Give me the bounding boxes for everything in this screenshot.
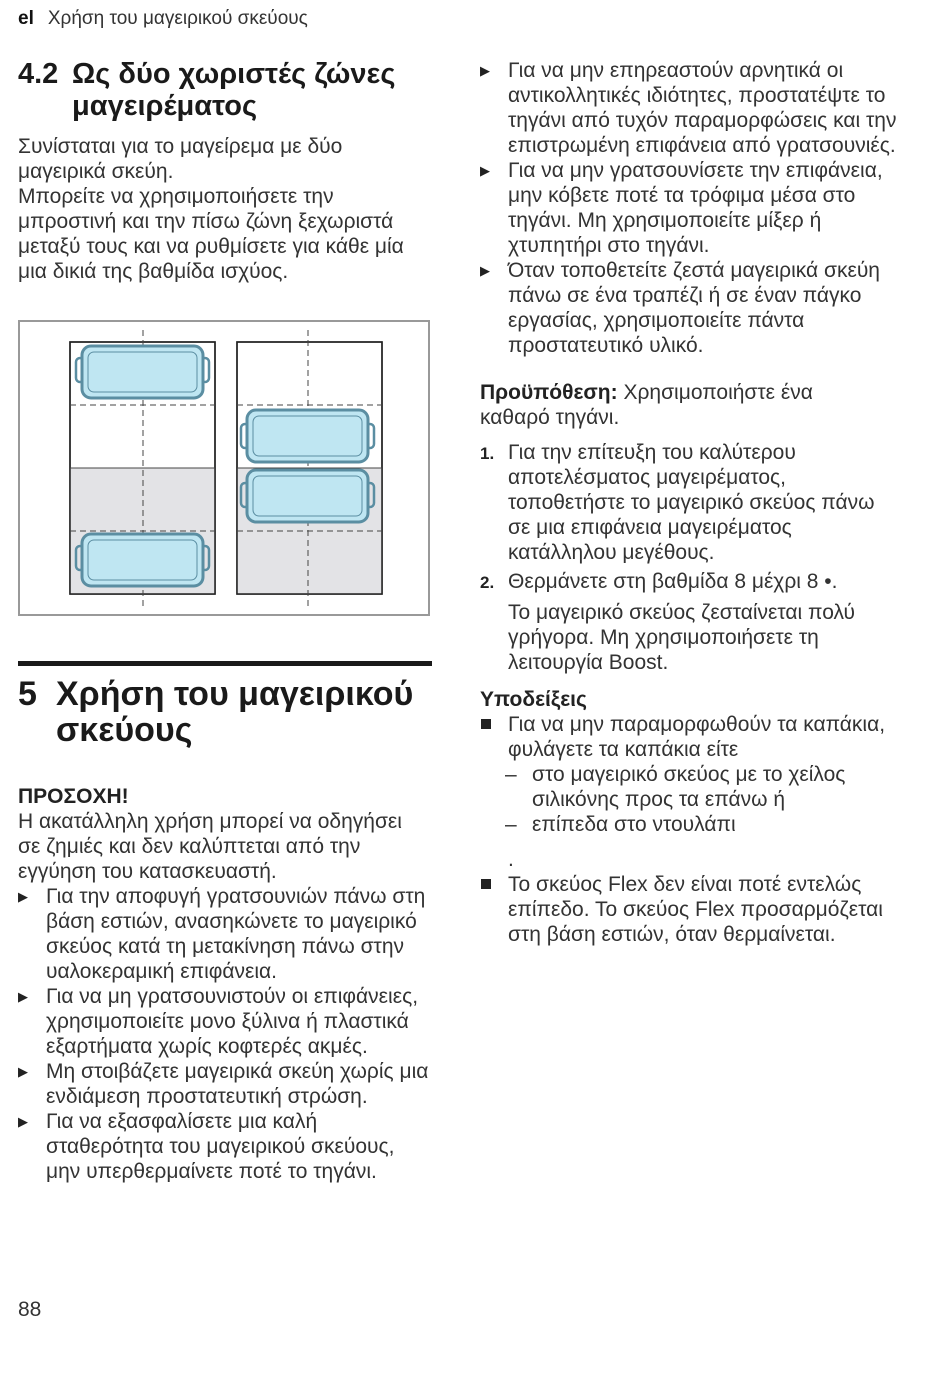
- section-number: 5: [18, 675, 37, 713]
- square-bullet-icon: [481, 719, 491, 729]
- section-5: [18, 661, 432, 1184]
- section-rule: [18, 661, 432, 666]
- prerequisite: [480, 380, 880, 430]
- section-title: Ως δύο χωριστές ζώνες μαγειρέματος: [72, 58, 396, 122]
- page-number: 88: [18, 1298, 42, 1321]
- step-item: 2. Θερμάνετε στη βαθμίδα 8 μέχρι 8 •. Το μαγειρικό σκεύος ζεσταίνεται πολύ γρήγορα. Μη χρησιμοποιήσετε τη λειτουργία Boost.: [480, 569, 900, 675]
- list-item: ▶ Μη στοιβάζετε μαγειρικά σκεύη χωρίς μια ενδιάμεση προστατευτική στρώση.: [18, 1060, 429, 1108]
- right-column: [480, 58, 900, 947]
- hints-list: [480, 872, 900, 947]
- triangle-bullet-icon: ▶: [480, 63, 490, 78]
- warning-text: Η ακατάλληλη χρήση μπορεί να οδηγήσει σε ζημιές και δεν καλύπτεται από την εγγύηση του κατασκευαστή.: [18, 810, 402, 883]
- pan-left-front: [76, 534, 209, 586]
- list-item: Για να μην παραμορφωθούν τα καπάκια, φυλάγετε τα καπάκια είτε: [480, 712, 900, 762]
- list-item: Το σκεύος Flex δεν είναι ποτέ εντελώς επίπεδο. Το σκεύος Flex προσαρμόζεται στη βάση εστιών, όταν θερμαίνεται.: [480, 872, 900, 947]
- section-title: Χρήση του μαγειρικού σκεύους: [56, 675, 414, 749]
- warning-list: [18, 884, 432, 1184]
- section-number: 4.2: [18, 58, 59, 90]
- hints-list: [480, 712, 900, 762]
- triangle-bullet-icon: ▶: [480, 263, 490, 278]
- list-item: – στο μαγειρικό σκεύος με το χείλος σιλικόνης προς τα επάνω ή: [505, 763, 846, 811]
- hints-title: Υποδείξεις: [480, 688, 587, 711]
- running-header: [18, 8, 308, 30]
- triangle-bullet-icon: ▶: [480, 163, 490, 178]
- list-item: ▶ Για να μη γρατσουνιστούν οι επιφάνειες, χρησιμοποιείτε μονο ξύλινα ή πλαστικά εξαρτήματα χωρίς κοφτερές ακμές.: [18, 985, 419, 1058]
- chapter-title: Χρήση του μαγειρικού σκεύους: [47, 8, 308, 29]
- pan-right-front: [241, 470, 374, 522]
- language-code: el: [18, 8, 34, 29]
- triangle-bullet-icon: ▶: [18, 889, 28, 904]
- triangle-bullet-icon: ▶: [18, 989, 28, 1004]
- prerequisite-text: Χρησιμοποιήστε ένα καθαρό τηγάνι.: [480, 381, 813, 429]
- square-bullet-icon: [481, 879, 491, 889]
- paragraph: Μπορείτε να χρησιμοποιήσετε την μπροστινή και την πίσω ζώνη ξεχωριστά μεταξύ τους και να ρυθμίσετε για κάθε μία μια δικιά της βαθμίδα ισχύος.: [18, 185, 404, 283]
- list-item: ▶ Για την αποφυγή γρατσουνιών πάνω στη βάση εστιών, ανασηκώνετε το μαγειρικό σκεύος κατά τη μετακίνηση πάνω στην υαλοκεραμική επιφάνεια.: [18, 885, 426, 983]
- section-heading-4-2: [18, 58, 438, 122]
- hint-end: .: [508, 848, 514, 871]
- left-column: [18, 58, 438, 284]
- step-number: 1.: [480, 444, 495, 463]
- steps-list: [480, 440, 900, 675]
- step-result: Το μαγειρικό σκεύος ζεσταίνεται πολύ γρήγορα. Μη χρησιμοποιήσετε τη λειτουργία Boost.: [508, 601, 855, 674]
- pan-right-rear: [241, 410, 374, 462]
- prerequisite-label: Προϋπόθεση:: [480, 381, 618, 404]
- paragraph: Συνίσταται για το μαγείρεμα με δύο μαγειρικά σκεύη.: [18, 135, 343, 183]
- hint-sub-list: [480, 762, 900, 837]
- cooking-zones-illustration: [20, 322, 428, 614]
- list-item: ▶ Για να μην γρατσουνίσετε την επιφάνεια, μην κόβετε ποτέ τα τρόφιμα μέσα στο τηγάνι. Μη χρησιμοποιείτε μίξερ ή χτυπητήρι στο τηγάνι.: [480, 159, 883, 257]
- triangle-bullet-icon: ▶: [18, 1064, 28, 1079]
- dash-bullet-icon: –: [505, 763, 517, 786]
- cooking-zones-figure: [18, 320, 430, 616]
- warning-title: ΠΡΟΣΟΧΗ!: [18, 785, 129, 808]
- step-item: 1. Για την επίτευξη του καλύτερου αποτελέσματος μαγειρέματος, τοποθετήστε το μαγειρικό σκεύος πάνω σε μια επιφάνεια μαγειρέματος κατάλληλου μεγέθους.: [480, 441, 875, 564]
- step-number: 2.: [480, 573, 495, 592]
- triangle-bullet-icon: ▶: [18, 1114, 28, 1129]
- pan-left-rear: [76, 346, 209, 398]
- list-item: ▶ Για να μην επηρεαστούν αρνητικά οι αντικολλητικές ιδιότητες, προστατέψτε το τηγάνι από τυχόν παραμορφώσεις και την επιστρωμένη επιφάνεια από γρατσουνιές.: [480, 59, 897, 157]
- list-item: – επίπεδα στο ντουλάπι: [505, 813, 736, 836]
- section-heading-5: [18, 676, 432, 748]
- dash-bullet-icon: –: [505, 813, 517, 836]
- warning-list-continued: [480, 58, 900, 358]
- list-item: ▶ Για να εξασφαλίσετε μια καλή σταθερότητα του μαγειρικού σκεύους, μην υπερθερμαίνετε ποτέ το τηγάνι.: [18, 1110, 395, 1183]
- list-item: ▶ Όταν τοποθετείτε ζεστά μαγειρικά σκεύη πάνω σε ένα τραπέζι ή σε έναν πάγκο εργασίας, χρησιμοποιείτε πάντα προστατευτικό υλικό.: [480, 259, 880, 357]
